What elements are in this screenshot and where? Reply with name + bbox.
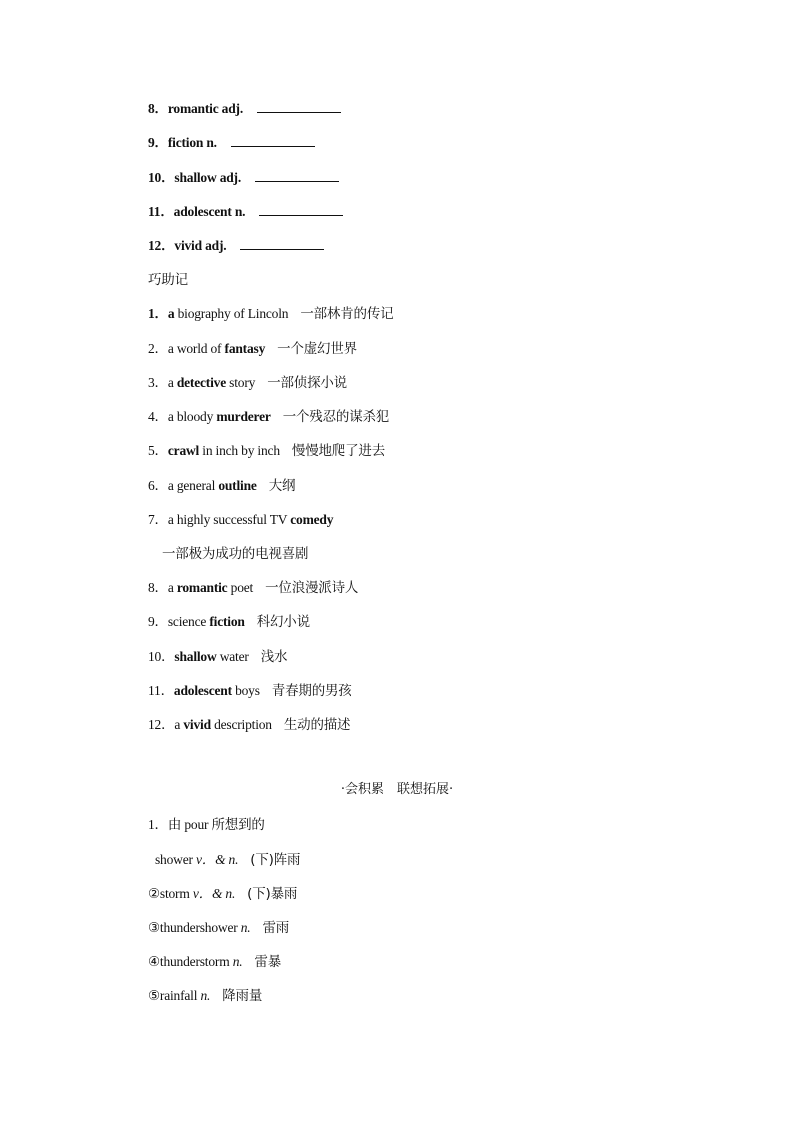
phrase-translation: 青春期的男孩 (271, 683, 352, 699)
phrase-item (148, 508, 333, 528)
phrase-translation: 一部侦探小说 (267, 375, 347, 391)
pour-heading-text: 由 (167, 817, 182, 833)
pour-item-translation: 雷雨 (262, 920, 290, 936)
vocab-item (148, 234, 324, 254)
vocab-number: 9． (148, 135, 168, 150)
pour-item-translation: (下)阵雨 (250, 852, 301, 868)
phrase-pre: a highly successful TV (167, 512, 291, 527)
vocab-word: adolescent n. (173, 204, 246, 219)
vocab-number: 12． (148, 238, 175, 253)
pour-item-mark: ⑤ (148, 988, 160, 1003)
phrase-key: detective (176, 375, 226, 390)
pour-item-word: storm (159, 886, 190, 901)
phrase-number: 5． (148, 443, 168, 458)
vocab-item (148, 131, 315, 151)
pour-item (148, 882, 297, 902)
phrase-key: comedy (290, 512, 334, 527)
vocab-number: 11． (148, 204, 174, 219)
pour-item-pos: v．& n. (195, 852, 239, 867)
phrase-translation: 一部林肯的传记 (300, 306, 394, 322)
phrase-number: 1． (148, 306, 168, 321)
phrase-item-continued (162, 542, 308, 562)
answer-blank[interactable] (259, 214, 343, 216)
phrase-translation: 一位浪漫派诗人 (265, 580, 359, 596)
section-title: ·会积累 联想拓展· (340, 782, 454, 797)
phrase-pre: a (167, 375, 177, 390)
pour-heading (148, 813, 265, 833)
phrase-post: boys (231, 683, 260, 698)
pour-item-translation: (下)暴雨 (247, 886, 298, 902)
vocab-item (148, 97, 341, 117)
phrase-post: in inch by inch (199, 443, 280, 458)
answer-blank[interactable] (255, 180, 339, 182)
pour-heading-number: 1． (148, 817, 168, 832)
phrase-key: shallow (174, 649, 217, 664)
vocab-word: romantic adj. (167, 101, 244, 116)
pour-heading-word: pour (181, 817, 212, 832)
memory-heading: 巧助记 (148, 272, 188, 288)
phrase-translation: 一个虚幻世界 (277, 341, 357, 357)
phrase-pre: a (174, 717, 184, 732)
pour-item-pos: n. (240, 920, 251, 935)
phrase-translation: 生动的描述 (283, 717, 351, 733)
phrase-number: 12． (148, 717, 175, 732)
phrase-key: fantasy (224, 341, 266, 356)
pour-item-translation: 降雨量 (222, 988, 263, 1004)
phrase-translation: 科幻小说 (256, 614, 310, 630)
pour-item-word: rainfall (159, 988, 198, 1003)
phrase-number: 11． (148, 683, 174, 698)
phrase-number: 9． (148, 614, 168, 629)
pour-item-pos: v．& n. (192, 886, 236, 901)
phrase-key: outline (218, 478, 257, 493)
pour-item (148, 950, 281, 970)
phrase-pre: a (167, 306, 178, 321)
pour-heading-text: 所想到的 (211, 817, 265, 833)
pour-item (148, 916, 289, 936)
phrase-item (148, 576, 358, 596)
phrase-key: fiction (209, 614, 245, 629)
vocab-word: vivid adj. (174, 238, 227, 253)
phrase-translation: 慢慢地爬了进去 (291, 443, 385, 459)
phrase-item (148, 645, 287, 665)
pour-item-word: thunderstorm (159, 954, 230, 969)
pour-item-word: thundershower (159, 920, 238, 935)
answer-blank[interactable] (231, 145, 315, 147)
phrase-pre: a world of (167, 341, 225, 356)
phrase-number: 8． (148, 580, 168, 595)
phrase-item (148, 337, 357, 357)
phrase-post: poet (227, 580, 254, 595)
vocab-word: fiction n. (167, 135, 217, 150)
vocab-number: 10． (148, 170, 175, 185)
vocab-word: shallow adj. (174, 170, 242, 185)
phrase-item (148, 474, 295, 494)
pour-item-mark: ③ (148, 920, 160, 935)
vocab-number: 8． (148, 101, 168, 116)
phrase-number: 7． (148, 512, 168, 527)
phrase-item (148, 713, 350, 733)
phrase-post: biography of Lincoln (177, 306, 289, 321)
vocab-item (148, 200, 343, 220)
phrase-translation: 浅水 (260, 649, 288, 665)
pour-item-pos: n. (200, 988, 211, 1003)
phrase-key: romantic (176, 580, 228, 595)
phrase-number: 4． (148, 409, 168, 424)
phrase-item (148, 405, 389, 425)
phrase-translation: 一部极为成功的电视喜剧 (162, 546, 309, 562)
phrase-key: adolescent (173, 683, 232, 698)
pour-item (148, 984, 262, 1004)
pour-item-translation: 雷暴 (254, 954, 282, 970)
phrase-post: water (216, 649, 249, 664)
phrase-translation: 大纲 (268, 478, 296, 494)
phrase-number: 3． (148, 375, 168, 390)
phrase-item (148, 439, 385, 459)
pour-item-word: shower (155, 852, 193, 867)
phrase-pre: a general (167, 478, 219, 493)
phrase-post: story (226, 375, 256, 390)
pour-item-pos: n. (232, 954, 243, 969)
pour-item-mark: ④ (148, 954, 160, 969)
answer-blank[interactable] (240, 248, 324, 250)
phrase-pre: a bloody (167, 409, 217, 424)
phrase-number: 2． (148, 341, 168, 356)
phrase-item (148, 302, 393, 322)
phrase-item (148, 371, 347, 391)
vocab-item (148, 166, 339, 186)
phrase-pre: a (167, 580, 177, 595)
pour-item (155, 848, 300, 868)
phrase-key: murderer (216, 409, 271, 424)
phrase-pre: science (167, 614, 210, 629)
phrase-key: crawl (167, 443, 200, 458)
phrase-post: description (210, 717, 272, 732)
phrase-number: 10． (148, 649, 175, 664)
answer-blank[interactable] (257, 111, 341, 113)
phrase-number: 6． (148, 478, 168, 493)
phrase-item (148, 679, 352, 699)
phrase-key: vivid (183, 717, 211, 732)
pour-item-mark: ② (148, 886, 160, 901)
phrase-translation: 一个残忍的谋杀犯 (282, 409, 390, 425)
phrase-item (148, 610, 310, 630)
